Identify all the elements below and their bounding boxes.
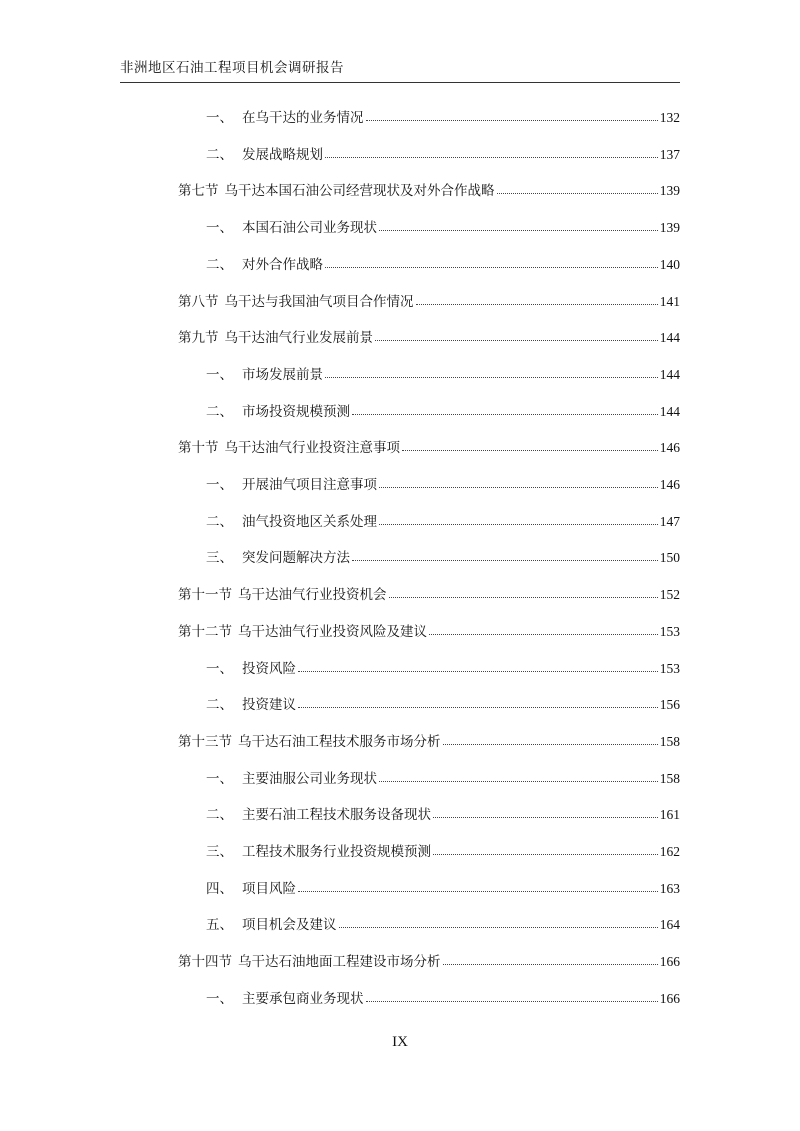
toc-dot-leader [433, 817, 658, 818]
toc-entry-page: 146 [659, 477, 680, 492]
toc-entry-number: 二、 [206, 256, 233, 273]
toc-entry-number: 二、 [206, 513, 233, 530]
toc-entry-title: 在乌干达的业务情况 [242, 110, 364, 126]
toc-entry[interactable] [206, 985, 680, 1007]
toc-entry-page: 153 [659, 660, 680, 676]
toc-entry-title: 项目风险 [242, 880, 296, 897]
toc-dot-leader [366, 1001, 658, 1002]
toc-dot-leader [379, 230, 658, 231]
toc-entry-number: 一、 [206, 477, 233, 493]
toc-entry-number: 第十节 [178, 440, 219, 457]
toc-entry[interactable] [206, 214, 680, 236]
toc-entry-number: 第七节 [178, 183, 219, 200]
toc-entry-title: 发展战略规划 [242, 146, 323, 163]
toc-entry-number: 第十二节 [178, 623, 232, 640]
toc-entry-number: 第十三节 [178, 733, 232, 750]
toc-entry-page: 144 [659, 366, 680, 382]
toc-entry-title: 乌干达石油工程技术服务市场分析 [238, 733, 441, 750]
toc-entry-page: 137 [659, 146, 680, 162]
toc-entry-page: 141 [659, 293, 680, 309]
toc-dot-leader [298, 671, 658, 672]
toc-entry-title: 乌干达油气行业投资机会 [238, 587, 387, 604]
toc-entry-number: 三、 [206, 844, 233, 860]
toc-entry-number: 二、 [206, 403, 233, 420]
toc-dot-leader [433, 854, 658, 855]
toc-entry-page: 158 [659, 733, 680, 749]
toc-entry[interactable] [206, 691, 680, 713]
toc-entry[interactable] [206, 508, 680, 530]
toc-entry[interactable] [206, 911, 680, 933]
toc-dot-leader [325, 377, 658, 378]
toc-entry-number: 一、 [206, 110, 233, 126]
toc-dot-leader [443, 964, 658, 965]
toc-entry-number: 一、 [206, 220, 233, 237]
toc-entry-number: 一、 [206, 366, 233, 383]
toc-entry[interactable] [178, 288, 680, 310]
toc-entry-title: 开展油气项目注意事项 [242, 477, 377, 493]
toc-entry[interactable] [206, 141, 680, 163]
toc-entry-title: 乌干达油气行业投资注意事项 [224, 440, 400, 457]
toc-dot-leader [339, 927, 658, 928]
toc-dot-leader [389, 597, 658, 598]
toc-entry-title: 投资风险 [242, 660, 296, 677]
toc-entry-title: 主要油服公司业务现状 [242, 770, 377, 787]
toc-entry-number: 二、 [206, 697, 233, 714]
toc-entry-page: 139 [659, 220, 680, 236]
toc-entry-page: 147 [659, 513, 680, 529]
toc-entry-page: 132 [659, 110, 680, 125]
toc-entry[interactable] [206, 544, 680, 566]
toc-dot-leader [325, 267, 658, 268]
toc-entry-page: 156 [659, 697, 680, 713]
toc-entry[interactable] [206, 875, 680, 897]
toc-entry[interactable] [206, 765, 680, 787]
toc-entry-page: 139 [659, 183, 680, 199]
toc-entry-title: 主要承包商业务现状 [242, 990, 364, 1007]
toc-entry-title: 工程技术服务行业投资规模预测 [242, 844, 431, 860]
toc-entry-title: 乌干达本国石油公司经营现状及对外合作战略 [224, 183, 495, 200]
toc-entry-title: 油气投资地区关系处理 [242, 513, 377, 530]
toc-entry-number: 一、 [206, 770, 233, 787]
page-number: IX [392, 1034, 408, 1050]
toc-entry[interactable] [206, 251, 680, 273]
toc-entry-number: 一、 [206, 660, 233, 677]
toc-entry-page: 162 [659, 844, 680, 859]
toc-entry[interactable] [178, 581, 680, 603]
toc-entry-title: 乌干达石油地面工程建设市场分析 [238, 954, 441, 971]
toc-entry-number: 二、 [206, 807, 233, 824]
toc-dot-leader [416, 304, 658, 305]
toc-entry[interactable] [206, 104, 680, 126]
toc-entry-page: 161 [659, 807, 680, 823]
toc-entry-number: 一、 [206, 990, 233, 1007]
toc-entry-page: 163 [659, 880, 680, 896]
toc-entry[interactable] [206, 838, 680, 860]
toc-entry[interactable] [206, 471, 680, 493]
toc-entry-title: 乌干达油气行业发展前景 [224, 330, 373, 347]
toc-entry-page: 144 [659, 403, 680, 419]
toc-entry[interactable] [178, 324, 680, 346]
toc-entry-number: 二、 [206, 146, 233, 163]
toc-entry-page: 166 [659, 954, 680, 970]
toc-entry-page: 150 [659, 550, 680, 566]
toc-dot-leader [352, 414, 658, 415]
toc-dot-leader [443, 744, 658, 745]
toc-dot-leader [379, 781, 658, 782]
toc-entry-title: 项目机会及建议 [242, 917, 337, 934]
toc-entry[interactable] [206, 361, 680, 383]
toc-entry-number: 三、 [206, 550, 233, 567]
toc-entry-page: 158 [659, 770, 680, 786]
toc-entry-number: 第九节 [178, 330, 219, 347]
toc-dot-leader [379, 487, 658, 488]
toc-dot-leader [366, 120, 658, 121]
toc-entry-page: 166 [659, 990, 680, 1006]
toc-entry-page: 146 [659, 440, 680, 456]
toc-dot-leader [402, 450, 658, 451]
toc-dot-leader [352, 560, 658, 561]
toc-entry[interactable] [178, 948, 680, 970]
toc-entry-page: 144 [659, 330, 680, 346]
toc-entry-number: 第十一节 [178, 587, 232, 604]
running-header: 非洲地区石油工程项目机会调研报告 [120, 60, 344, 76]
toc-entry-page: 153 [659, 623, 680, 639]
toc-entry-number: 第八节 [178, 293, 219, 310]
toc-entry[interactable] [178, 618, 680, 640]
toc-entry-page: 140 [659, 256, 680, 272]
toc-dot-leader [429, 634, 658, 635]
header-rule [120, 82, 680, 83]
toc-entry-title: 主要石油工程技术服务设备现状 [242, 807, 431, 824]
toc-entry[interactable] [206, 801, 680, 823]
toc-entry-number: 四、 [206, 880, 233, 897]
toc-dot-leader [375, 340, 658, 341]
toc-entry-title: 市场发展前景 [242, 366, 323, 383]
toc-dot-leader [497, 193, 658, 194]
toc-dot-leader [325, 157, 658, 158]
toc-entry-page: 152 [659, 587, 680, 603]
toc-entry-page: 164 [659, 917, 680, 933]
toc-entry[interactable] [178, 728, 680, 750]
toc-entry-title: 突发问题解决方法 [242, 550, 350, 567]
toc-entry[interactable] [178, 177, 680, 199]
toc-entry-title: 对外合作战略 [242, 256, 323, 273]
toc-entry-title: 投资建议 [242, 697, 296, 714]
toc-entry[interactable] [206, 398, 680, 420]
toc-entry[interactable] [206, 655, 680, 677]
toc-entry-title: 乌干达与我国油气项目合作情况 [224, 293, 414, 310]
toc-dot-leader [298, 891, 658, 892]
toc-dot-leader [298, 707, 658, 708]
toc-entry[interactable] [178, 434, 680, 456]
toc-entry-number: 第十四节 [178, 954, 232, 971]
toc-dot-leader [379, 524, 658, 525]
toc-entry-title: 本国石油公司业务现状 [242, 220, 377, 237]
toc-entry-number: 五、 [206, 917, 233, 934]
toc-entry-title: 乌干达油气行业投资风险及建议 [238, 623, 427, 640]
toc-entry-title: 市场投资规模预测 [242, 403, 350, 420]
